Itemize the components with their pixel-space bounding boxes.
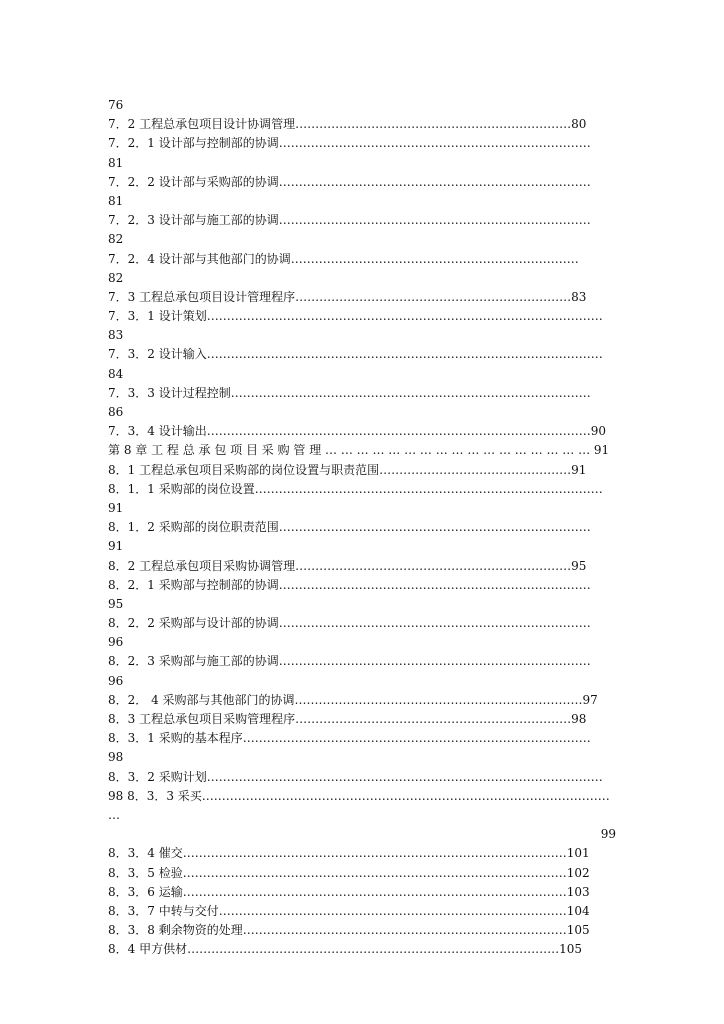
toc-line: 8．3．4 催交……………………………………………………………………………………101: [108, 846, 590, 861]
toc-line: 8．3．2 采购计划………………………………………………………………………………………: [108, 769, 603, 784]
toc-line: 82: [108, 270, 124, 285]
toc-line: 7．2．1 设计部与控制部的协调……………………………………………………………………: [108, 136, 591, 151]
toc-line: 96: [108, 673, 124, 688]
toc-line: 7．3 工程总承包项目设计管理程序……………………………………………………………83: [108, 289, 587, 304]
toc-line: 8．3．7 中转与交付……………………………………………………………………………104: [108, 903, 590, 918]
table-of-contents: [108, 96, 616, 959]
toc-line: 8．3．6 运输……………………………………………………………………………………103: [108, 884, 590, 899]
toc-line: 8．2． 4 采购部与其他部门的协调………………………………………………………………97: [108, 692, 598, 707]
toc-line: 8．4 甲方供材…………………………………………………………………………………105: [108, 942, 582, 957]
toc-line: 81: [108, 193, 124, 208]
toc-line: 96: [108, 635, 124, 650]
toc-line: 99: [600, 827, 616, 842]
toc-line: 8．3 工程总承包项目采购管理程序……………………………………………………………98: [108, 712, 587, 726]
toc-line: 98: [108, 750, 124, 765]
toc-line: 84: [108, 366, 124, 381]
toc-line: 83: [108, 328, 124, 343]
toc-line: 82: [108, 232, 124, 247]
toc-line: 第 8 章 工 程 总 承 包 项 目 采 购 管 理 … … … … … … … … … … … … … … … … … 91: [108, 443, 610, 458]
toc-line: 8．2．2 采购部与设计部的协调……………………………………………………………………: [108, 616, 591, 631]
toc-line: 86: [108, 405, 124, 419]
toc-line: 7．3．1 设计策划………………………………………………………………………………………: [108, 309, 603, 324]
toc-line: 95: [108, 596, 124, 611]
toc-line: 8．2 工程总承包项目采购协调管理……………………………………………………………95: [108, 558, 587, 573]
toc-line: 7．2．2 设计部与采购部的协调……………………………………………………………………: [108, 174, 591, 189]
toc-line: 8．3．8 剩余物资的处理………………………………………………………………………105: [108, 923, 590, 938]
toc-line: 91: [108, 500, 124, 515]
toc-line: 8．3．1 采购的基本程序……………………………………………………………………………: [108, 731, 591, 746]
toc-line: 81: [108, 155, 124, 170]
toc-line: 7．3．2 设计输入………………………………………………………………………………………: [108, 347, 603, 362]
toc-line: 8．2．3 采购部与施工部的协调……………………………………………………………………: [108, 654, 591, 669]
toc-line: 91: [108, 539, 124, 554]
toc-line: 8．3．5 检验……………………………………………………………………………………102: [108, 865, 590, 880]
toc-line: 8．2．1 采购部与控制部的协调……………………………………………………………………: [108, 577, 591, 592]
toc-line: 7．3．3 设计过程控制………………………………………………………………………………: [108, 385, 591, 400]
toc-line: 8．1 工程总承包项目采购部的岗位设置与职责范围…………………………………………91: [108, 462, 587, 477]
toc-line: 7．2．3 设计部与施工部的协调……………………………………………………………………: [108, 213, 591, 228]
toc-line: 7．3．4 设计输出……………………………………………………………………………………90: [108, 424, 606, 439]
toc-line: 8．1．1 采购部的岗位设置……………………………………………………………………………: [108, 481, 603, 496]
toc-line: 7．2．4 设计部与其他部门的协调………………………………………………………………: [108, 251, 579, 266]
toc-line: 76: [108, 98, 124, 112]
toc-line: 8．1．2 采购部的岗位职责范围……………………………………………………………………: [108, 520, 591, 535]
toc-line: …: [108, 807, 120, 822]
toc-line: 7．2 工程总承包项目设计协调管理……………………………………………………………80: [108, 117, 587, 132]
toc-line: 98 8．3．3 采买…………………………………………………………………………………………: [108, 788, 610, 803]
